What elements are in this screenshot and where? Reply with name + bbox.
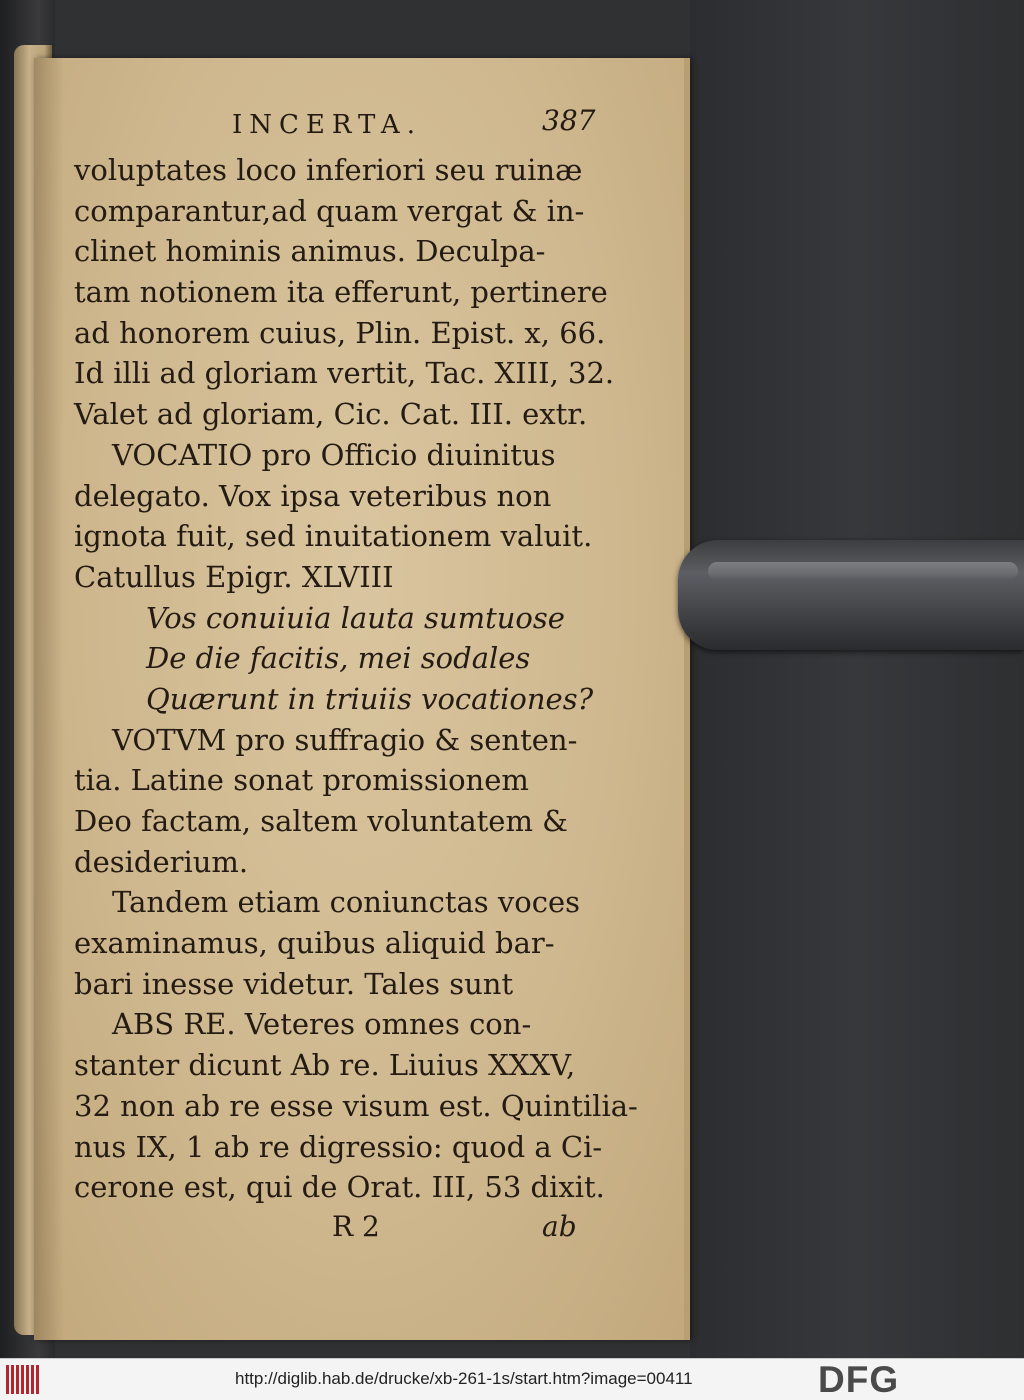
- text-line: Catullus Epigr. XLVIII: [74, 559, 394, 594]
- text-line: Valet ad gloriam, Cic. Cat. III. extr.: [74, 397, 588, 432]
- signature-mark: R 2: [332, 1210, 380, 1243]
- text-line: bari inesse videtur. Tales sunt: [74, 966, 514, 1001]
- viewer-footer: [0, 1358, 1024, 1400]
- text-line: examinamus, quibus aliquid bar-: [74, 926, 555, 961]
- dfg-logo[interactable]: DFG: [818, 1359, 900, 1400]
- text-block: [74, 150, 638, 1208]
- hab-logo-icon[interactable]: [6, 1365, 42, 1394]
- text-line: voluptates loco inferiori seu ruinæ: [74, 153, 583, 187]
- text-line: ABS RE. Veteres omnes con-: [112, 1007, 532, 1042]
- text-line: ignota fuit, sed inuitationem valuit.: [74, 519, 593, 554]
- text-line: tia. Latine sonat promissionem: [74, 763, 529, 798]
- book-page: [34, 58, 690, 1340]
- right-board: [690, 0, 1024, 1358]
- text-line: ad honorem cuius, Plin. Epist. x, 66.: [74, 315, 606, 350]
- catchword: ab: [542, 1210, 577, 1243]
- page-number: 387: [542, 104, 596, 137]
- text-line: tam notionem ita efferunt, pertinere: [74, 275, 608, 310]
- page-header: [34, 104, 684, 144]
- source-url[interactable]: http://diglib.hab.de/drucke/xb-261-1s/start.htm?image=00411: [235, 1369, 693, 1388]
- verse-line: De die facitis, mei sodales: [146, 641, 531, 676]
- text-line: Deo factam, saltem voluntatem &: [74, 804, 568, 838]
- text-line: cerone est, qui de Orat. III, 53 dixit.: [74, 1170, 605, 1205]
- text-line: Tandem etiam coniunctas voces: [112, 885, 581, 920]
- text-line: clinet hominis animus. Deculpa-: [74, 234, 546, 269]
- text-line: VOTVM pro suffragio & senten-: [112, 722, 578, 757]
- text-line: comparantur,ad quam vergat & in-: [74, 193, 585, 228]
- text-line: nus IX, 1 ab re digressio: quod a Ci-: [74, 1129, 603, 1164]
- text-line: delegato. Vox ipsa veteribus non: [74, 478, 552, 513]
- text-line: VOCATIO pro Officio diuinitus: [112, 437, 556, 472]
- verse-line: Quærunt in triuiis vocationes?: [146, 681, 594, 716]
- text-line: 32 non ab re esse visum est. Quintilia-: [74, 1088, 638, 1123]
- running-head: INCERTA.: [232, 110, 422, 140]
- page-footer-marks: [74, 1210, 589, 1250]
- text-line: Id illi ad gloriam vertit, Tac. XIII, 32.: [74, 356, 615, 391]
- verse-line: Vos conuiuia lauta sumtuose: [146, 600, 565, 635]
- text-line: desiderium.: [74, 844, 249, 879]
- page-clip: [678, 540, 1024, 650]
- text-line: stanter dicunt Ab re. Liuius XXXV,: [74, 1048, 576, 1083]
